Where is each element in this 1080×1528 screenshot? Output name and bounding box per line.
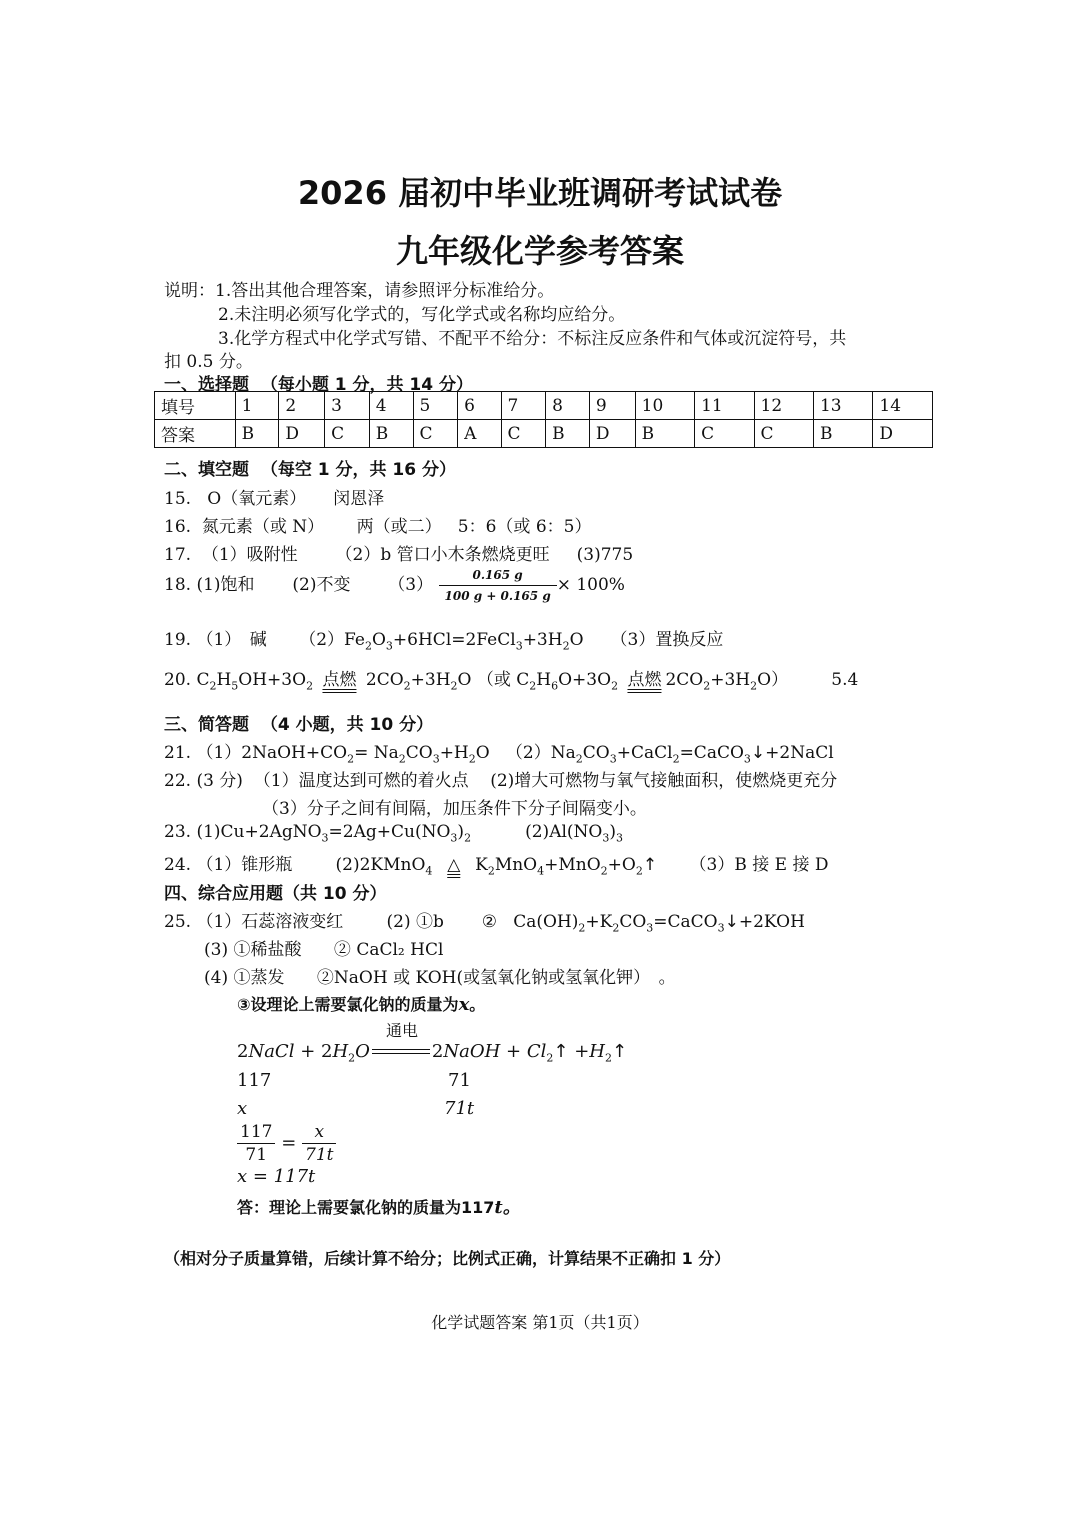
q24 xyxy=(164,850,829,877)
q18 xyxy=(164,568,625,603)
q-number: 20. xyxy=(164,670,192,690)
q17-answer-c: (3)775 xyxy=(576,545,634,565)
section3-title: 三、简答题 xyxy=(164,715,249,735)
table-cell: B xyxy=(235,420,279,448)
q15-answer-b: 闵恩泽 xyxy=(333,489,385,509)
result: x = 117t xyxy=(237,1166,316,1187)
table-cell: 8 xyxy=(546,392,590,420)
q25-assume: ③设理论上需要氯化钠的质量为 xyxy=(237,995,459,1014)
section3-heading xyxy=(164,710,433,735)
table-cell: B xyxy=(546,420,590,448)
table-cell: B xyxy=(813,420,872,448)
section2-title: 二、填空题 xyxy=(164,460,249,480)
table-cell: D xyxy=(873,420,933,448)
q20-alt-close: ） xyxy=(771,670,789,690)
q21 xyxy=(164,738,834,765)
q24-answer-a: （1）锥形瓶 xyxy=(196,855,293,875)
q25-answer-3b: ② CaCl₂ HCl xyxy=(333,940,444,960)
q-number: 22. xyxy=(164,771,192,791)
q22 xyxy=(164,766,837,791)
table-cell: 9 xyxy=(589,392,635,420)
q24-label-b: (2) xyxy=(335,855,360,875)
q15 xyxy=(164,484,384,509)
section3-score: （4 小题，共 10 分） xyxy=(260,715,434,735)
page-subtitle: 九年级化学参考答案 xyxy=(395,232,684,270)
row-label: 填号 xyxy=(155,392,236,420)
answer-text: 答：理论上需要氯化钠的质量为117 xyxy=(237,1198,495,1217)
q-number: 23. xyxy=(164,822,192,842)
table-cell: 7 xyxy=(501,392,546,420)
section4-heading: 四、综合应用题（共 10 分） xyxy=(164,884,387,904)
mass-71: 71 xyxy=(448,1070,471,1091)
table-cell: C xyxy=(754,420,813,448)
q23-label-b: (2) xyxy=(525,822,550,842)
q24-answer-c: （3）B 接 E 接 D xyxy=(689,855,829,875)
row-label: 答案 xyxy=(155,420,236,448)
q18-fraction xyxy=(439,568,557,603)
q-number: 18. xyxy=(164,575,192,595)
q-number: 19. xyxy=(164,630,192,650)
fraction-denominator: 71 xyxy=(237,1143,275,1165)
q20-equation-b-products: $2CO_2+3H_2O$ xyxy=(665,670,772,693)
q20 xyxy=(164,665,858,692)
table-row-answers xyxy=(155,420,933,448)
q19-label-b: （2） xyxy=(299,630,345,650)
q18-answer-a: (1)饱和 xyxy=(196,575,255,595)
table-cell: 3 xyxy=(325,392,370,420)
var-x: x xyxy=(237,1098,248,1119)
q25-line1 xyxy=(164,907,805,934)
note-3: 3.化学方程式中化学式写错、不配平不给分：不标注反应条件和气体或沉淀符号，共 xyxy=(218,329,847,349)
final-answer xyxy=(237,1193,521,1219)
q-number: 24. xyxy=(164,855,192,875)
note-4: 扣 0.5 分。 xyxy=(164,352,253,372)
var-x: x xyxy=(458,994,470,1015)
q15-answer-a: O（氧元素） xyxy=(207,489,307,509)
q-number: 17. xyxy=(164,545,192,565)
note-2: 2.未注明必须写化学式的，写化学式或名称均应给分。 xyxy=(218,305,626,325)
q22-answer-b: (2)增大可燃物与氧气接触面积，使燃烧更充分 xyxy=(490,771,838,791)
table-cell: C xyxy=(413,420,458,448)
condition-ignite: 点燃 xyxy=(627,670,662,690)
q25-line2 xyxy=(204,935,443,960)
q19-answer-c: （3）置换反应 xyxy=(610,630,724,650)
times-sign: × xyxy=(556,575,571,595)
q17-answer-a: （1）吸附性 xyxy=(201,545,298,565)
q23-equation-a: $Cu+2AgNO_3=2Ag+Cu(NO_3)_2$ xyxy=(220,822,472,845)
q23-answer-b: $Al(NO_3)_3$ xyxy=(549,822,624,845)
q24-equation: 2KMnO$_4$ xyxy=(359,855,433,878)
table-cell: C xyxy=(501,420,546,448)
q20-equation-a: $C_2H_5OH+3O_2$ xyxy=(196,670,314,693)
table-cell: 1 xyxy=(235,392,279,420)
q25-answer-3a: (3) ①稀盐酸 xyxy=(204,940,302,960)
q24-equation-products: $K_2MnO_4+MnO_2+O_2↑$ xyxy=(475,855,658,878)
q20-answer-d: 5.4 xyxy=(831,670,859,690)
q17 xyxy=(164,540,633,565)
q25-answer-4a: (4) ①蒸发 xyxy=(204,968,285,988)
q-number: 21. xyxy=(164,743,192,763)
condition-ignite: 点燃 xyxy=(322,670,357,690)
q21-label-a: （1） xyxy=(196,743,242,763)
fraction-denominator: 100 g + 0.165 g xyxy=(439,585,557,603)
table-cell: 14 xyxy=(873,392,933,420)
section1-score: （每小题 1 分，共 14 分） xyxy=(260,375,474,395)
q-number: 25. xyxy=(164,912,192,932)
q25-equation: $Ca(OH)_2+K_2CO_3=CaCO_3↓+2KOH$ xyxy=(513,912,805,935)
fraction-left xyxy=(237,1122,275,1165)
mass-71t: 71t xyxy=(444,1098,475,1119)
table-cell: B xyxy=(635,420,694,448)
q25-answer-2: (2) ①b xyxy=(386,912,444,932)
table-cell: 11 xyxy=(695,392,754,420)
page-title: 2026 届初中毕业班调研考试试卷 xyxy=(297,174,783,212)
table-cell: A xyxy=(458,420,501,448)
q21-equation-b: $Na_2CO_3+CaCl_2=CaCO_3↓+2NaCl$ xyxy=(550,743,834,766)
q22-answer-c: （3）分子之间有间隔，加压条件下分子间隔变小。 xyxy=(262,799,647,819)
q25-answer-4b: ②NaOH 或 KOH(或氢氧化钠或氢氧化钾） 。 xyxy=(316,968,676,988)
q16 xyxy=(164,512,591,537)
note-1: 说明：1.答出其他合理答案，请参照评分标准给分。 xyxy=(164,281,555,301)
table-cell: 13 xyxy=(813,392,872,420)
condition-heat: △ xyxy=(447,855,461,875)
page-footer: 化学试题答案 第1页（共1页） xyxy=(431,1313,649,1332)
q16-answer-b: 两（或二） xyxy=(356,517,442,537)
grading-note: （相对分子质量算错，后续计算不给分；比例式正确，计算结果不正确扣 1 分） xyxy=(164,1249,731,1268)
proportion xyxy=(237,1122,336,1165)
q16-answer-c: 5：6（或 6：5） xyxy=(457,517,592,537)
electrolysis-equation: 2NaCl + $2H_2O$ 2NaOH + $Cl_2↑$ $+H_2↑$ xyxy=(237,1041,628,1065)
section1-title: 一、选择题 xyxy=(164,375,249,395)
table-cell: 12 xyxy=(754,392,813,420)
q20-equation-a-products: $2CO_2+3H_2O$ xyxy=(365,670,472,693)
q21-equation-a: $2NaOH+CO_2= Na_2CO_3+H_2O$ xyxy=(241,743,490,766)
answer-unit: t。 xyxy=(494,1197,521,1218)
table-cell: 2 xyxy=(279,392,325,420)
q-number: 16. xyxy=(164,517,192,537)
q18-percent: 100% xyxy=(576,575,625,595)
period: 。 xyxy=(469,995,486,1014)
q18-answer-b: (2)不变 xyxy=(292,575,351,595)
table-cell: 6 xyxy=(458,392,501,420)
fraction-right xyxy=(302,1122,336,1165)
table-row-numbers xyxy=(155,392,933,420)
q25-line4 xyxy=(237,992,485,1015)
q23 xyxy=(164,822,623,844)
table-cell: D xyxy=(279,420,325,448)
table-cell: 4 xyxy=(369,392,413,420)
q18-label-c: （3） xyxy=(388,575,434,595)
q22-points: (3 分) xyxy=(196,771,243,791)
fraction-numerator: 0.165 g xyxy=(472,568,523,582)
table-cell: 5 xyxy=(413,392,458,420)
equals-sign: = xyxy=(281,1132,297,1154)
table-cell: C xyxy=(325,420,370,448)
q23-label-a: (1) xyxy=(196,822,221,842)
q17-answer-b: （2）b 管口小木条燃烧更旺 xyxy=(335,545,550,565)
answer-table xyxy=(154,391,933,448)
q16-answer-a: 氮元素（或 N） xyxy=(201,517,325,537)
table-cell: C xyxy=(695,420,754,448)
q19-answer-a: （1） 碱 xyxy=(196,630,267,650)
equation-arrow xyxy=(372,1047,430,1057)
section2-score: （每空 1 分，共 16 分） xyxy=(260,460,457,480)
table-cell: D xyxy=(589,420,635,448)
mass-117: 117 xyxy=(237,1070,272,1091)
fraction-denominator: 71t xyxy=(302,1143,336,1165)
q25-label-2b: ② xyxy=(481,912,497,932)
q-number: 15. xyxy=(164,489,192,509)
fraction-numerator: x xyxy=(314,1122,325,1142)
table-cell: 10 xyxy=(635,392,694,420)
q25-line3 xyxy=(204,963,676,988)
condition-electrolysis: 通电 xyxy=(386,1021,419,1040)
table-cell: B xyxy=(369,420,413,448)
q20-alt-open: （或 xyxy=(476,670,511,690)
section2-heading xyxy=(164,455,456,480)
q20-equation-b: $C_2H_6O+3O_2$ xyxy=(516,670,619,693)
q25-answer-1: （1）石蕊溶液变红 xyxy=(196,912,344,932)
fraction-numerator: 117 xyxy=(240,1122,273,1142)
q21-label-b: （2） xyxy=(505,743,551,763)
q22-answer-a: （1）温度达到可燃的着火点 xyxy=(253,771,469,791)
q19-equation: $Fe_2O_3+6HCl=2FeCl_3+3H_2O$ xyxy=(344,630,584,653)
q19 xyxy=(164,625,723,652)
